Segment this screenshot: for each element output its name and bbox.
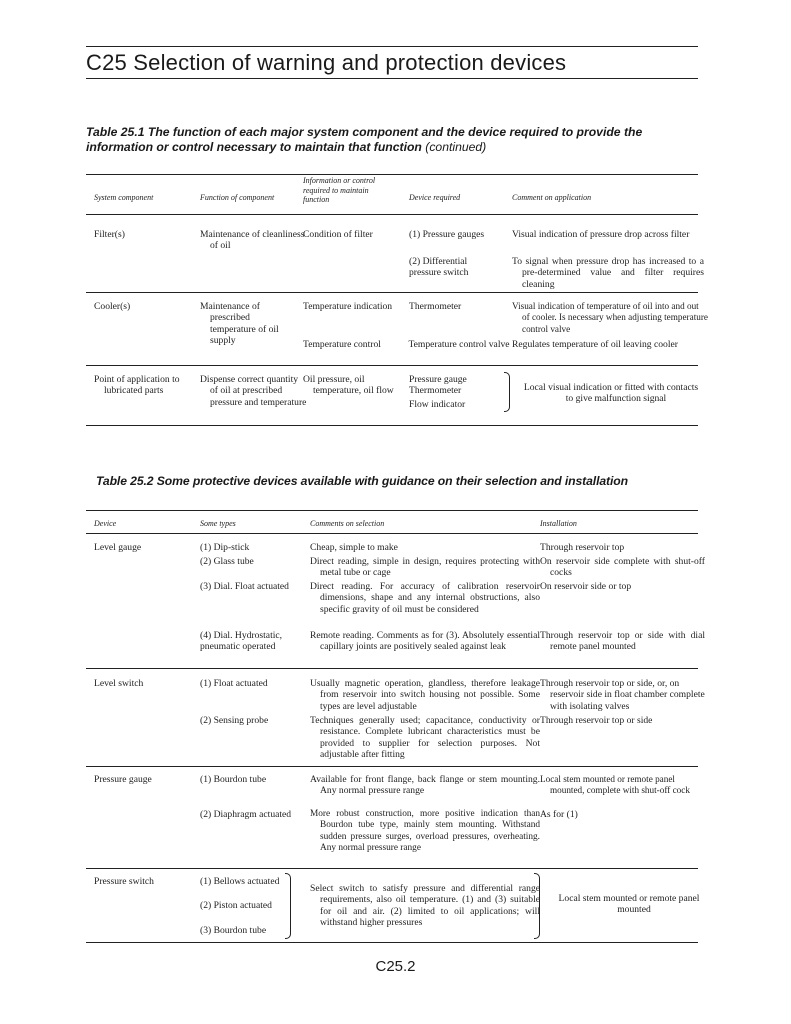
table2-header-device: Device (94, 519, 117, 528)
section-heading: C25 Selection of warning and protection devices (86, 50, 567, 75)
pressure-gauge-comment-2: More robust construction, more positive indication than Bourdon tube type, mainly stem mounting. Withstand sudden pressure surges, overload pressures, overheating. Any normal pressure range (310, 809, 540, 853)
page-number: C25.2 (375, 958, 416, 975)
application-device-1: Pressure gauge (409, 374, 467, 385)
pressure-switch-comment: Select switch to satisfy pressure and differential range requirements, also oil temperature. (1) and (3) suitable for oil and air. (2) limited to oil applications; will withstand higher pressures (310, 883, 540, 928)
pressure-gauge-type-2: (2) Diaphragm actuated (200, 809, 292, 820)
filter-device-2: (2) Differential pressure switch (409, 256, 469, 279)
table2-top-rule (86, 510, 698, 511)
table2-header-types: Some types (200, 519, 236, 528)
level-switch-install-2: Through reservoir top or side (540, 715, 653, 726)
level-gauge-comment-2: Direct reading, simple in design, requires protecting with metal tube or cage (310, 556, 540, 579)
cooler-information-2: Temperature control (303, 339, 381, 350)
filter-function: Maintenance of cleanliness of oil (200, 229, 305, 252)
level-gauge-install-4: Through reservoir top or side with dial remote panel mounted (540, 630, 705, 653)
cooler-device-1: Thermometer (409, 301, 462, 312)
cooler-device-2: Temperature control valve (408, 339, 510, 350)
table2-caption: Table 25.2 Some protective devices available with guidance on their selection and installation (96, 474, 628, 488)
pressure-switch-types-brace (285, 873, 291, 939)
table1-header-comment: Comment on application (512, 193, 592, 202)
table2-row-rule-1 (86, 668, 698, 669)
filter-comment-1: Visual indication of pressure drop across filter (512, 229, 690, 240)
cooler-information-1: Temperature indication (303, 301, 393, 312)
pressure-switch-type-3: (3) Bourdon tube (200, 925, 267, 936)
level-switch-comment-2: Techniques generally used; capacitance, conductivity or resistance. Complete lubricant characteristics must be provided to supplier for selection purposes. Not adjustable after fitting (310, 715, 540, 760)
application-information: Oil pressure, oil temperature, oil flow (303, 374, 394, 397)
pressure-gauge-device: Pressure gauge (94, 774, 152, 785)
table1-row-rule-2 (86, 365, 698, 366)
cooler-function: Maintenance of prescribed temperature of oil supply (200, 301, 279, 346)
table1-row-rule-1 (86, 292, 698, 293)
pressure-switch-device: Pressure switch (94, 876, 154, 887)
pressure-gauge-install-2: As for (1) (540, 809, 578, 820)
table1-caption (86, 125, 696, 155)
filter-information: Condition of filter (303, 229, 373, 240)
pressure-gauge-comment-1: Available for front flange, back flange or stem mounting. Any normal pressure range (310, 774, 540, 797)
table1-caption-text: Table 25.1 The function of each major system component and the device required to provide the information or control necessary to maintain that function (86, 125, 643, 154)
level-switch-device: Level switch (94, 678, 144, 689)
filter-device-1: (1) Pressure gauges (409, 229, 485, 240)
filter-comment-2: To signal when pressure drop has increased to a pre-determined value and filter requires cleaning (512, 256, 704, 290)
cooler-comment-1: Visual indication of temperature of oil into and out of cooler. Is necessary when adjusting temperature control valve (512, 301, 708, 334)
level-switch-type-1: (1) Float actuated (200, 678, 268, 689)
table1-continued-label: (continued) (425, 140, 487, 154)
application-function: Dispense correct quantity of oil at prescribed pressure and temperature (200, 374, 307, 408)
level-gauge-install-1: Through reservoir top (540, 542, 625, 553)
table1-header-information: Information or control required to maintain function (303, 176, 376, 204)
cooler-comment-2: Regulates temperature of oil leaving cooler (512, 339, 678, 350)
application-device-2: Thermometer (409, 385, 462, 396)
pressure-switch-type-2: (2) Piston actuated (200, 900, 272, 911)
table2-header-comments: Comments on selection (310, 519, 385, 528)
application-comment: Local visual indication or fitted with contacts to give malfunction signal (523, 382, 699, 405)
level-gauge-type-3: (3) Dial. Float actuated (200, 581, 289, 592)
table2-row-rule-2 (86, 766, 698, 767)
level-gauge-comment-3: Direct reading. For accuracy of calibration reservoir dimensions, shape and any internal obstructions, also specific gravity of oil must be considered (310, 581, 540, 615)
pressure-switch-comment-brace (534, 873, 540, 939)
table1-header-component: System component (94, 193, 154, 202)
table1-header-function: Function of component (200, 193, 275, 202)
table2-header-rule (86, 533, 698, 534)
level-gauge-install-2: On reservoir side complete with shut-off cocks (540, 556, 705, 579)
level-gauge-type-2: (2) Glass tube (200, 556, 254, 567)
level-switch-comment-1: Usually magnetic operation, glandless, therefore leakage from reservoir into switch housing not possible. Some types are level adjustable (310, 678, 540, 712)
pressure-gauge-install-1: Local stem mounted or remote panel mounted, complete with shut-off cock (540, 774, 690, 796)
filter-component: Filter(s) (94, 229, 125, 240)
table1-top-rule (86, 174, 698, 175)
pressure-switch-install: Local stem mounted or remote panel mounted (558, 893, 700, 916)
table2-bottom-rule (86, 942, 698, 943)
table1-bottom-rule (86, 425, 698, 426)
application-component: Point of application to lubricated parts (94, 374, 180, 397)
level-gauge-comment-4: Remote reading. Comments as for (3). Absolutely essential capillary joints are positively sealed against leak (310, 630, 540, 653)
level-gauge-type-4: (4) Dial. Hydrostatic, pneumatic operated (200, 630, 283, 653)
table2-header-installation: Installation (540, 519, 577, 528)
level-switch-type-2: (2) Sensing probe (200, 715, 269, 726)
cooler-component: Cooler(s) (94, 301, 131, 312)
table1-header-device: Device required (409, 193, 461, 202)
pressure-switch-type-1: (1) Bellows actuated (200, 876, 280, 887)
heading-bottom-rule (86, 78, 698, 79)
application-device-3: Flow indicator (409, 399, 466, 410)
pressure-gauge-type-1: (1) Bourdon tube (200, 774, 267, 785)
level-gauge-type-1: (1) Dip-stick (200, 542, 250, 553)
level-gauge-comment-1: Cheap, simple to make (310, 542, 398, 553)
level-gauge-install-3: On reservoir side or top (540, 581, 632, 592)
application-device-brace (504, 372, 510, 412)
table2-row-rule-3 (86, 868, 698, 869)
heading-top-rule (86, 46, 698, 47)
level-switch-install-1: Through reservoir top or side, or, on reservoir side in float chamber complete with isolating valves (540, 678, 705, 712)
level-gauge-device: Level gauge (94, 542, 142, 553)
table1-header-rule (86, 214, 698, 215)
